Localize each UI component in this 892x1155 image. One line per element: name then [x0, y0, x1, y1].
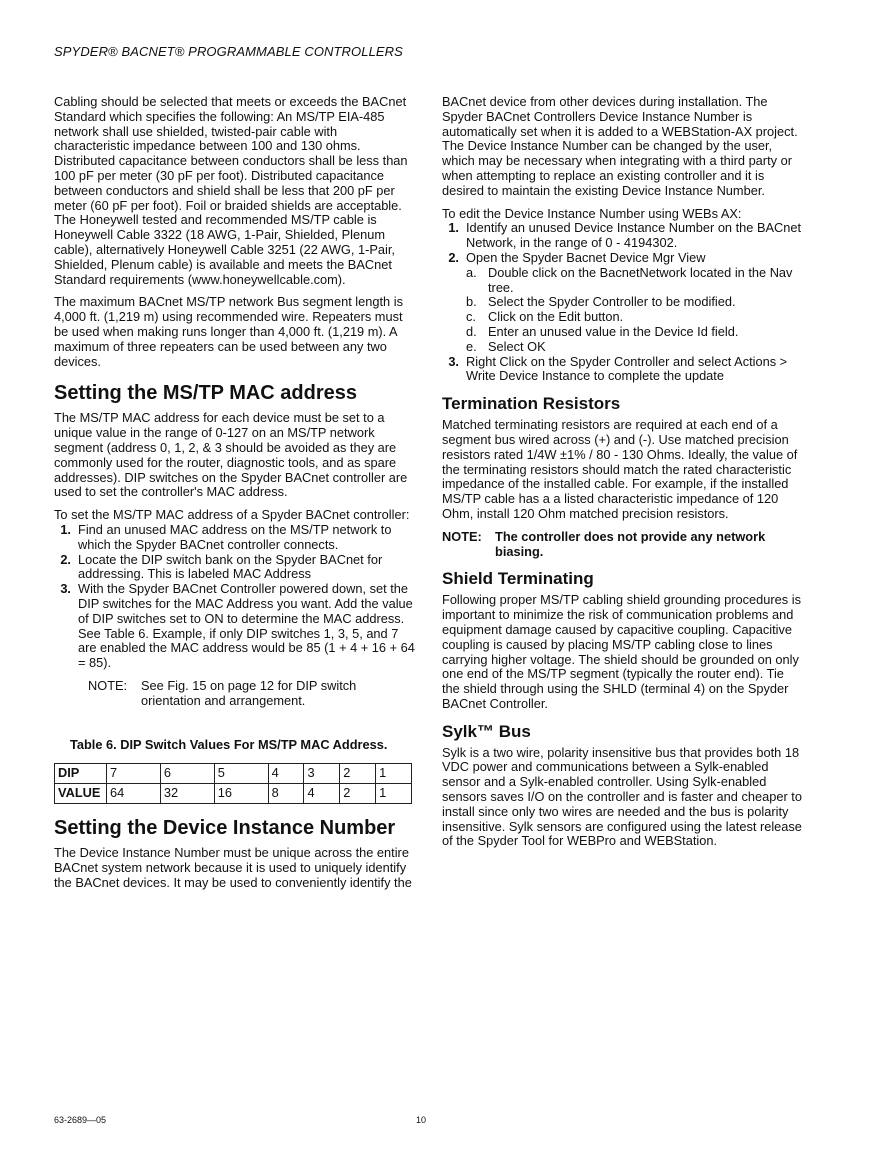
edit-steps-list	[442, 221, 804, 384]
termination-resistors-paragraph: Matched terminating resistors are required at each end of a segment bus wired across (+) and (-). Use matched precision resistors rated 1/4W ±1% / 80 - 130 Ohms. Ideally, the value of the terminating resistors should match the rated characteristic impedance of the installed cable. For example, if the installed MS/TP cable has a a listed characteristic impedance of 120 Ohm, install 120 Ohm matched precision resistors.	[442, 417, 798, 521]
device-instance-continued-paragraph: BACnet device from other devices during installation. The Spyder BACnet Controllers Device Instance Number is automatically set when it is added to a WEBStation-AX project. The Device Instance Number can be changed by the user, which may be necessary when integrating with a third party or when attempting to replace an existing controller and it is desired to maintain the existing Device Instance Number.	[442, 94, 798, 198]
table-cell: VALUE	[55, 784, 107, 804]
substep-text: Click on the Edit button.	[488, 309, 624, 325]
dip-note	[88, 679, 416, 709]
list-item	[442, 251, 804, 266]
list-item	[466, 325, 804, 340]
right-column	[442, 95, 804, 857]
substep-letter: c.	[466, 309, 476, 325]
step-number: 1.	[60, 521, 71, 537]
list-item	[54, 582, 416, 671]
shield-terminating-paragraph: Following proper MS/TP cabling shield grounding procedures is important to minimize the risk of communication problems and equipment damage caused by capacitive coupling. Capacitive coupling is caused by placing MS/TP cabling close to lines carrying higher voltage. The shield should be grounded on only one end of the MS/TP segment (typically the router end). Tie the shield through using the SHLD (terminal 4) on the Spyder BACnet Controller.	[442, 592, 801, 711]
running-head: SPYDER® BACNET® PROGRAMMABLE CONTROLLERS	[54, 44, 403, 59]
table-cell: 4	[268, 764, 304, 784]
sylk-bus-paragraph: Sylk is a two wire, polarity insensitive bus that provides both 18 VDC power and communications between a Sylk-enabled sensor and a Sylk-enabled controller. Using Sylk-enabled sensors saves I/O on the controller and is faster and cheaper to install since only two wires are needed and the bus is polarity insensitive. Sylk sensors are configured using the latest release of the Spyder Tool for WEBPro and WEBStation.	[442, 744, 802, 849]
table-cell: 1	[376, 764, 412, 784]
step-text: Open the Spyder Bacnet Device Mgr View	[466, 249, 706, 265]
termination-resistors-heading: Termination Resistors	[442, 394, 621, 414]
step-number: 3.	[60, 581, 71, 597]
list-item	[54, 553, 416, 583]
sylk-bus-heading: Sylk™ Bus	[442, 721, 531, 741]
table-cell: 2	[340, 784, 376, 804]
table-cell: 4	[304, 784, 340, 804]
mac-steps-intro: To set the MS/TP MAC address of a Spyder BACnet controller:	[54, 507, 410, 523]
step-text: With the Spyder BACnet Controller powered down, set the DIP switches for the MAC Address you want. Add the value of DIP switches set to ON to determine the MAC address. See Table 6. Example, if only DIP switches 1, 3, 5, and 7 are enabled the MAC address would be 85 (1 + 4 + 16 + 64 = 85).	[78, 581, 415, 671]
table-cell: 6	[160, 764, 214, 784]
document-number: 63-2689—05	[54, 1115, 107, 1125]
table-cell: DIP	[55, 764, 107, 784]
list-item	[466, 295, 804, 310]
table-cell: 2	[340, 764, 376, 784]
step-text: Right Click on the Spyder Controller and select Actions > Write Device Instance to complete the update	[466, 353, 788, 384]
shield-terminating-heading: Shield Terminating	[442, 569, 594, 589]
substep-text: Double click on the BacnetNetwork located in the Nav tree.	[488, 264, 793, 295]
list-item	[466, 340, 804, 355]
substep-letter: d.	[466, 323, 477, 339]
table-cell: 1	[376, 784, 412, 804]
device-instance-heading: Setting the Device Instance Number	[54, 817, 396, 840]
left-column	[54, 95, 416, 899]
table-row	[55, 784, 412, 804]
table-cell: 3	[304, 764, 340, 784]
table-cell: 7	[107, 764, 161, 784]
edit-substeps-list	[466, 266, 804, 355]
device-instance-paragraph: The Device Instance Number must be unique across the entire BACnet system network because it is used to uniquely identify the BACnet devices. It may be used to conveniently identify the	[54, 845, 412, 890]
step-text: Locate the DIP switch bank on the Spyder BACnet for addressing. This is labeled MAC Address	[78, 551, 383, 582]
step-text: Find an unused MAC address on the MS/TP network to which the Spyder BACnet controller connects.	[78, 521, 392, 552]
step-number: 2.	[448, 249, 459, 265]
mac-address-paragraph: The MS/TP MAC address for each device must be set to a unique value in the range of 0-127 on an MS/TP network segment (address 0, 1, 2, & 3 should be avoided as they are commonly used for the router, diagnostic tools, and as spare addresses). DIP switches on the Spyder BACnet controller are used to set the controller's MAC address.	[54, 410, 408, 500]
mac-steps-list	[54, 523, 416, 671]
table-cell: 16	[214, 784, 268, 804]
cabling-paragraph: Cabling should be selected that meets or exceeds the BACnet Standard which specifies the following: An MS/TP EIA-485 network shall use shielded, twisted-pair cable with characteristic impedance between 100 and 130 ohms. Distributed capacitance between conductors shall be less than 100 pF per meter (30 pF per foot). Distributed capacitance between conductors and shield shall be less that 200 pF per meter (60 pF per foot). Foil or braided shields are acceptable. The Honeywell tested and recommended MS/TP cable is Honeywell Cable 3322 (18 AWG, 1-Pair, Shielded, Plenum cable), alternatively Honeywell Cable 3251 (22 AWG, 1-Pair, Shielded, Plenum cable) is available and meets the BACnet Standard requirements (www.honeywellcable.com).	[54, 94, 408, 287]
edit-steps-intro: To edit the Device Instance Number using WEBs AX:	[442, 205, 742, 221]
list-item	[442, 355, 804, 385]
substep-text: Enter an unused value in the Device Id field.	[488, 323, 739, 339]
note-label: NOTE:	[442, 528, 482, 544]
table-cell: 32	[160, 784, 214, 804]
note-label: NOTE:	[88, 677, 128, 693]
list-item	[466, 266, 804, 296]
table-cell: 5	[214, 764, 268, 784]
substep-letter: b.	[466, 294, 477, 310]
substep-letter: e.	[466, 338, 477, 354]
table-cell: 64	[107, 784, 161, 804]
note-text: The controller does not provide any network biasing.	[495, 528, 766, 559]
list-item	[466, 310, 804, 325]
step-number: 1.	[448, 220, 459, 236]
substep-text: Select the Spyder Controller to be modified.	[488, 294, 736, 310]
substep-letter: a.	[466, 264, 477, 280]
segment-length-paragraph: The maximum BACnet MS/TP network Bus segment length is 4,000 ft. (1,219 m) using recommended wire. Repeaters must be used when making runs longer than 4,000 ft. (1,219 m). A maximum of three repeaters can be used between any two devices.	[54, 294, 403, 369]
table-cell: 8	[268, 784, 304, 804]
list-item	[442, 221, 804, 251]
biasing-note	[442, 530, 804, 560]
table-row	[55, 764, 412, 784]
dip-switch-table	[54, 763, 412, 804]
table-caption: Table 6. DIP Switch Values For MS/TP MAC Address.	[70, 737, 388, 753]
step-number: 3.	[448, 353, 459, 369]
substep-text: Select OK	[488, 338, 546, 354]
step-number: 2.	[60, 551, 71, 567]
note-text: See Fig. 15 on page 12 for DIP switch orientation and arrangement.	[141, 677, 357, 708]
mac-address-heading: Setting the MS/TP MAC address	[54, 382, 358, 405]
page-number: 10	[416, 1115, 427, 1125]
step-text: Identify an unused Device Instance Number on the BACnet Network, in the range of 0 - 4194302.	[466, 220, 802, 251]
list-item	[54, 523, 416, 553]
